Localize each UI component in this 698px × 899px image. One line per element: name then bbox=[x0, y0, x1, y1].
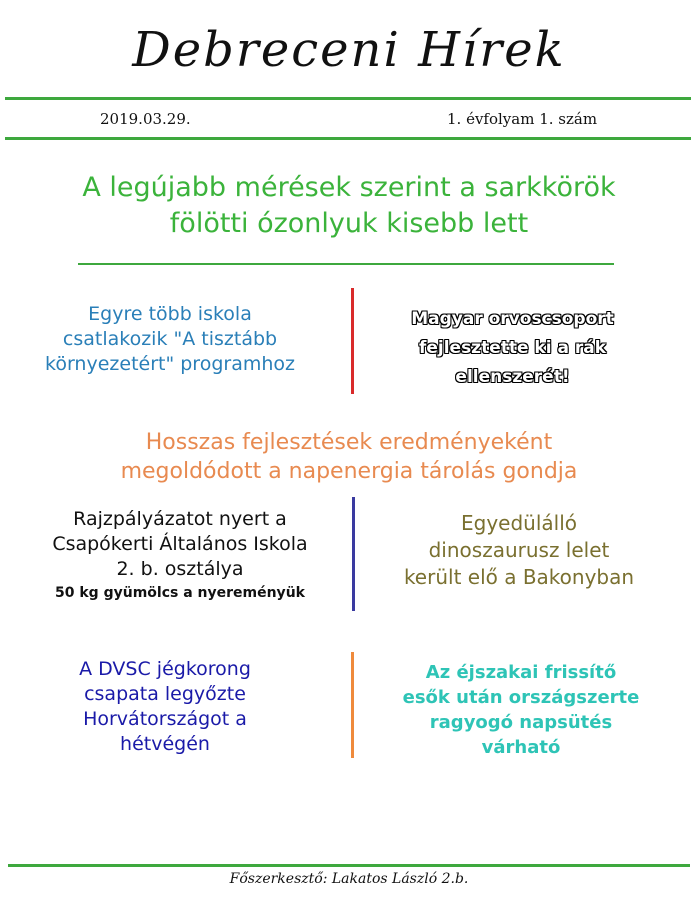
story-line: csapata legyőzte bbox=[84, 683, 246, 705]
story-line: várható bbox=[481, 737, 561, 758]
column-divider-red bbox=[351, 288, 354, 394]
issue-date: 2019.03.29. bbox=[100, 110, 191, 128]
story-dinosaur-find bbox=[368, 510, 670, 591]
story-line: Rajzpályázatot nyert a bbox=[73, 508, 287, 530]
story-line: környezetért" programhoz bbox=[45, 353, 295, 375]
solar-headline-line: Hosszas fejlesztések eredményeként bbox=[145, 430, 553, 455]
story-line: esők után országszerte bbox=[402, 687, 640, 708]
story-line: Egyre több iskola bbox=[88, 303, 252, 325]
lead-headline-line: A legújabb mérések szerint a sarkkörök bbox=[82, 172, 616, 203]
issue-number: 1. évfolyam 1. szám bbox=[447, 110, 598, 128]
story-line: Csapókerti Általános Iskola bbox=[52, 533, 308, 555]
story-note: 50 kg gyümölcs a nyereményük bbox=[55, 585, 305, 601]
story-line: Az éjszakai frissítő bbox=[425, 662, 617, 683]
lead-divider bbox=[78, 263, 614, 265]
story-line: fejlesztette ki a rák bbox=[418, 338, 607, 358]
lead-headline bbox=[0, 170, 698, 242]
solar-headline bbox=[0, 428, 698, 486]
column-divider-blue bbox=[352, 497, 355, 611]
story-line: 2. b. osztálya bbox=[116, 558, 244, 580]
story-line: Horvátországot a bbox=[83, 708, 247, 730]
column-divider-orange bbox=[351, 652, 354, 758]
masthead-top-rule bbox=[5, 97, 691, 100]
editor-credit: Főszerkesztő: Lakatos László 2.b. bbox=[229, 871, 469, 887]
story-line: Magyar orvoscsoport bbox=[411, 309, 614, 329]
story-line: ragyogó napsütés bbox=[429, 712, 613, 733]
story-line: ellenszerét! bbox=[455, 367, 570, 387]
footer-rule bbox=[8, 864, 690, 867]
story-line: dinoszaurusz lelet bbox=[428, 538, 610, 562]
story-weather bbox=[372, 660, 670, 760]
masthead-title: Debreceni Hírek bbox=[132, 22, 566, 78]
story-line: került elő a Bakonyban bbox=[403, 565, 635, 589]
story-line: Egyedülálló bbox=[460, 511, 577, 535]
story-cancer-cure bbox=[370, 305, 655, 392]
solar-headline-line: megoldódott a napenergia tárolás gondja bbox=[120, 459, 578, 484]
story-drawing-contest bbox=[10, 507, 350, 604]
story-line: A DVSC jégkorong bbox=[79, 658, 251, 680]
story-dvsc-hockey bbox=[20, 657, 310, 757]
masthead-bottom-rule bbox=[5, 137, 691, 140]
story-line: hétvégén bbox=[120, 733, 210, 755]
story-schools-environment bbox=[15, 302, 325, 377]
story-line: csatlakozik "A tisztább bbox=[62, 328, 278, 350]
lead-headline-line: fölötti ózonlyuk kisebb lett bbox=[169, 208, 529, 239]
